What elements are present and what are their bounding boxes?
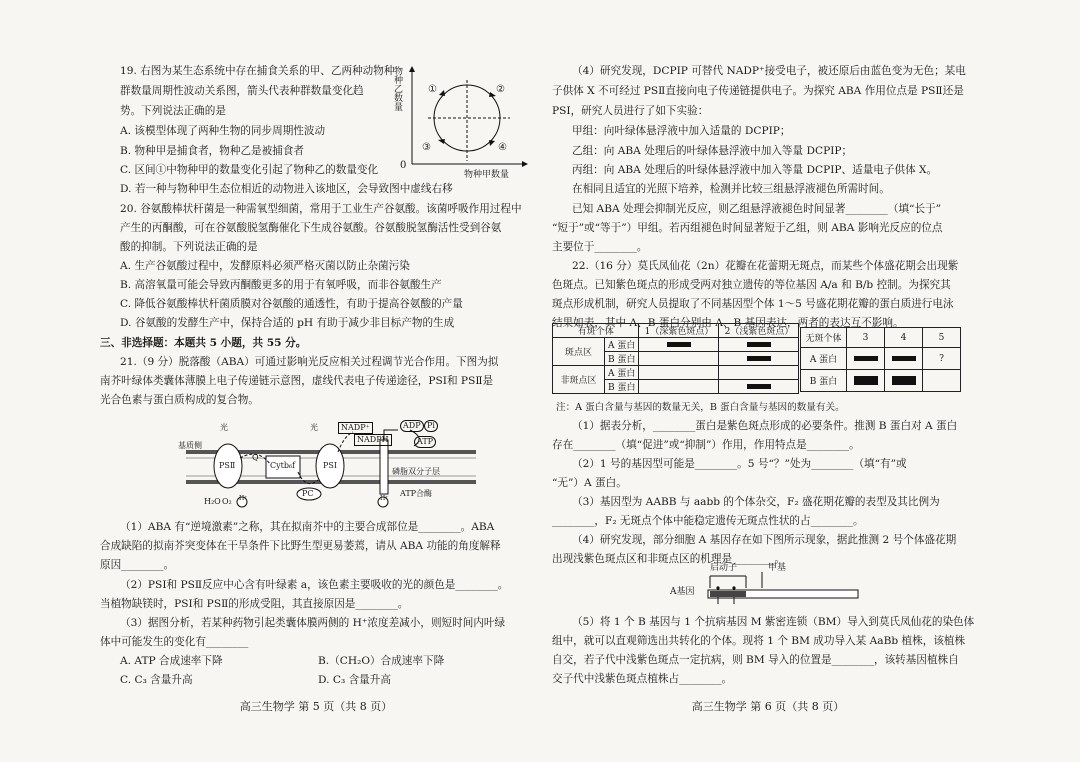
q22-part2: （2）1 号的基因型可能是________。5 号“？”处为________（填“有”或 bbox=[572, 458, 907, 470]
table-header: 有斑个体 bbox=[553, 324, 639, 338]
q22-part4: 出现浅紫色斑点区和非斑点区的机理是________。 bbox=[552, 553, 786, 565]
q21-part4: （4）研究发现，DCPIP 可替代 NADP⁺接受电子，被还原后由蓝色变为无色；某电 bbox=[572, 65, 966, 77]
origin-label: 0 bbox=[400, 160, 407, 171]
q21-part3: 体中可能发生的变化有________ bbox=[100, 636, 249, 648]
membrane-label: 磷脂双分子层 bbox=[392, 467, 440, 476]
q22-part4: （4）研究发现，部分细胞 A 基因存在如下图所示现象，据此推测 2 号个体盛花期 bbox=[572, 534, 957, 546]
q22-line: 色斑点。已知紫色斑点的形成受两对独立遗传的等位基因 A/a 和 B/b 控制。为探究其 bbox=[552, 279, 951, 291]
h2o-label: H₂O bbox=[204, 497, 221, 506]
q22-part5: （5）将 1 个 B 基因与 1 个抗病基因 M 紫密连锁（BM）导入到莫氏凤仙花的染色体 bbox=[572, 616, 975, 628]
left-page bbox=[100, 0, 532, 762]
page-footer: 高三生物学 第 6 页（共 8 页） bbox=[691, 700, 845, 713]
q21-option-c: C. C₃ 含量升高 bbox=[120, 674, 193, 686]
region-4: ④ bbox=[498, 142, 507, 153]
protein-band bbox=[667, 342, 691, 347]
atp-synthase-label: ATP合酶 bbox=[400, 489, 433, 498]
q21-part3: （3）据图分析，若某种药物引起类囊体膜两侧的 H⁺浓度差减小，则短时间内叶绿 bbox=[120, 617, 506, 629]
q21-line: 光合色素与蛋白质构成的复合物。 bbox=[100, 394, 259, 406]
light-label: 光 bbox=[220, 423, 228, 432]
right-page bbox=[552, 0, 984, 762]
gene-label: A基因 bbox=[670, 587, 695, 597]
y-axis-label: 物种乙数量 bbox=[392, 66, 402, 111]
q22-part3: （3）基因型为 AABB 与 aabb 的个体杂交，F₂ 盛花期花瓣的表型及其比例为 bbox=[572, 496, 940, 508]
band-cell bbox=[885, 348, 923, 370]
q21-option-a: A. ATP 合成速率下降 bbox=[120, 655, 223, 667]
q19-option: D. 若一种与物种甲生态位相近的动物进入该地区，会导致图中虚线右移 bbox=[120, 183, 453, 195]
adp-label: ADP bbox=[400, 420, 424, 432]
row-label: A 蛋白 bbox=[801, 348, 847, 370]
q20-line: 产生的丙酮酸，可在谷氨酸脱氢酶催化下生成谷氨酸。谷氨酸脱氢酶活性受到谷氨 bbox=[120, 222, 502, 234]
x-axis-label: 物种甲数量 bbox=[464, 170, 510, 180]
q22-line: 斑点形成机制，研究人员提取了不同基因型个体 1～5 号盛花期花瓣的蛋白质进行电泳 bbox=[552, 298, 954, 310]
q19-option: B. 物种甲是捕食者，物种乙是被捕食者 bbox=[120, 145, 305, 157]
q21-line: 南芥叶绿体类囊体薄膜上电子传递链示意图，虚线代表电子传递途径，PSⅠ和 PSⅡ是 bbox=[100, 375, 494, 387]
q20-option: A. 生产谷氨酸过程中，发酵原料必须严格灭菌以防止杂菌污染 bbox=[120, 260, 410, 272]
row-label: A 蛋白 bbox=[605, 366, 639, 380]
q19-option: C. 区间①中物种甲的数量变化引起了物种乙的数量变化 bbox=[120, 164, 379, 176]
band-cell bbox=[885, 370, 923, 392]
pi-label: Pi bbox=[424, 420, 438, 432]
group-jia: 甲组：向叶绿体悬浮液中加入适量的 DCPIP； bbox=[572, 125, 791, 137]
q21-part4: PSⅠ，研究人员进行了如下实验： bbox=[552, 105, 709, 117]
protein-band bbox=[854, 356, 878, 361]
stroma-label: 基质侧 bbox=[178, 441, 202, 450]
q19-line: 19. 右图为某生态系统中存在捕食关系的甲、乙两种动物种 bbox=[120, 65, 395, 77]
o2-label: O₂ bbox=[222, 497, 232, 506]
table-header: 4 bbox=[885, 328, 923, 348]
row-label: A 蛋白 bbox=[605, 338, 639, 352]
q21-part1: 原因________。 bbox=[100, 559, 175, 571]
group-bing: 丙组：向 ABA 处理后的叶绿体悬浮液中加入等量 DCPIP、适量电子供体 X。 bbox=[572, 164, 938, 176]
predator-prey-figure bbox=[392, 66, 530, 181]
q19-option: A. 该模型体现了两种生物的同步周期性波动 bbox=[120, 125, 326, 137]
q20-option: D. 谷氨酸的发酵生产中，保持合适的 pH 有助于减少非目标产物的生成 bbox=[120, 317, 455, 329]
q22-part1: 存在________（填“促进”或“抑制”）作用，作用特点是________。 bbox=[552, 439, 860, 451]
band-cell bbox=[719, 352, 799, 366]
table-header: 2（浅紫色斑点） bbox=[719, 324, 799, 338]
q21-option-b: B.（CH₂O）合成速率下降 bbox=[318, 655, 445, 667]
q22-part5: 组中，就可以直观筛选出共转化的个体。现将 1 个 BM 成功导入某 AaBb 植株，该植株 bbox=[552, 635, 966, 647]
psi-label: PSⅠ bbox=[323, 461, 338, 470]
q21-part1: （1）ABA 有“逆境激素”之称，其在拟南芥中的主要合成部位是________。ABA bbox=[120, 521, 495, 533]
atp-label: ATP bbox=[414, 436, 436, 448]
pc-label: PC bbox=[302, 489, 314, 498]
table-header: 3 bbox=[847, 328, 885, 348]
q22-part3: ________，F₂ 无斑点个体中能稳定遗传无斑点性状的占________。 bbox=[552, 515, 864, 527]
protein-band bbox=[747, 342, 771, 347]
nadp-label: NADP⁺ bbox=[338, 422, 373, 434]
protein-band bbox=[892, 376, 916, 385]
band-cell bbox=[639, 366, 719, 380]
q22-part1: （1）据表分析，________蛋白是紫色斑点形成的必要条件。推测 B 蛋白对 A 蛋白 bbox=[572, 420, 958, 432]
row-group: 非斑点区 bbox=[553, 366, 605, 394]
q21-part1: 合成缺陷的拟南芥突变体在干旱条件下比野生型更易萎蔫，请从 ABA 功能的角度解释 bbox=[100, 540, 501, 552]
q-label: Q bbox=[252, 453, 259, 462]
cytb6f-label: Cytb₆f bbox=[270, 461, 296, 470]
q20-option: C. 降低谷氨酸棒状杆菌质膜对谷氨酸的通透性，有助于提高谷氨酸的产量 bbox=[120, 298, 463, 310]
spotted-table bbox=[552, 323, 799, 394]
protein-band bbox=[854, 376, 878, 385]
region-3: ③ bbox=[422, 142, 431, 153]
band-cell bbox=[639, 338, 719, 352]
table-header: 1（深紫色斑点） bbox=[639, 324, 719, 338]
proton-label: H⁺ bbox=[380, 495, 389, 502]
q21-part4: 主要位于________。 bbox=[552, 241, 648, 253]
band-cell bbox=[719, 366, 799, 380]
table-note: 注：A 蛋白含量与基因的数量无关，B 蛋白含量与基因的数量有关。 bbox=[556, 402, 845, 413]
q20-line: 酸的抑制。下列说法正确的是 bbox=[120, 241, 258, 253]
proton-label: H⁺ bbox=[239, 495, 248, 502]
row-label: B 蛋白 bbox=[605, 352, 639, 366]
q21-line: 21.（9 分）脱落酸（ABA）可通过影响光反应相关过程调节光合作用。下图为拟 bbox=[120, 356, 499, 368]
q20-option: B. 高溶氧量可能会导致丙酮酸更多的用于有氧呼吸，而非谷氨酸生产 bbox=[120, 279, 442, 291]
region-2: ② bbox=[496, 84, 505, 95]
q21-part4: 子供体 X 不可经过 PSⅡ直接向电子传递链提供电子。为探究 ABA 作用位点是 PSⅡ还是 bbox=[552, 85, 964, 97]
region-1: ① bbox=[428, 84, 437, 95]
page-footer: 高三生物学 第 5 页（共 8 页） bbox=[239, 700, 393, 713]
protein-band bbox=[747, 384, 771, 389]
q21-option-d: D. C₃ 含量升高 bbox=[318, 674, 391, 686]
row-group: 斑点区 bbox=[553, 338, 605, 366]
q22-line: 22.（16 分）莫氏凤仙花（2n）花瓣在花蕾期无斑点，而某些个体盛花期会出现紫 bbox=[572, 260, 959, 272]
q22-line: 结果如表，其中 A、B 蛋白分别由 A、B 基因表达，两者的表达互不影响。 bbox=[552, 317, 904, 329]
promoter-label: 启动子 bbox=[710, 563, 738, 573]
table-header: 无斑个体 bbox=[801, 328, 847, 348]
row-label: B 蛋白 bbox=[605, 380, 639, 394]
unspotted-table bbox=[800, 327, 961, 392]
q21-part2: （2）PSⅠ和 PSⅡ反应中心含有叶绿素 a，该色素主要吸收的光的颜色是________。 bbox=[120, 579, 509, 591]
q19-line: 群数量周期性波动关系图，箭头代表种群数量变化趋 bbox=[120, 85, 364, 97]
band-cell bbox=[719, 380, 799, 394]
band-cell: ? bbox=[923, 348, 961, 370]
psii-label: PSⅡ bbox=[219, 461, 236, 470]
q22-part5: 交子代中浅紫色斑点植株占________。 bbox=[552, 673, 733, 685]
q21-part4: 在相同且适宜的光照下培养，检测并比较三组悬浮液褪色所需时间。 bbox=[572, 183, 890, 195]
q22-part5: 自交，若子代中浅紫色斑点一定抗病，则 BM 导入的位置是________，该转基因植株自 bbox=[552, 654, 959, 666]
protein-band bbox=[892, 356, 916, 361]
band-cell bbox=[847, 370, 885, 392]
section-heading: 三、非选择题：本题共 5 小题，共 55 分。 bbox=[100, 337, 307, 349]
q21-part2: 当植物缺镁时，PSⅠ和 PSⅡ的形成受阻，其直接原因是________。 bbox=[100, 598, 409, 610]
band-cell bbox=[639, 380, 719, 394]
row-label: B 蛋白 bbox=[801, 370, 847, 392]
table-header: 5 bbox=[923, 328, 961, 348]
light-label: 光 bbox=[310, 423, 318, 432]
band-cell bbox=[719, 338, 799, 352]
thylakoid-figure bbox=[178, 418, 478, 510]
band-cell bbox=[639, 352, 719, 366]
protein-band bbox=[747, 356, 771, 361]
band-cell bbox=[923, 370, 961, 392]
nadph-label: NADPH bbox=[354, 434, 392, 446]
q20-line: 20. 谷氨酸棒状杆菌是一种需氧型细菌，常用于工业生产谷氨酸。该菌呼吸作用过程中 bbox=[120, 203, 522, 215]
band-cell bbox=[847, 348, 885, 370]
q21-part4: “短于”或“等于”）甲组。若丙组褪色时间显著短于乙组，则 ABA 影响光反应的位点 bbox=[552, 222, 943, 234]
gene-figure bbox=[670, 563, 882, 606]
group-yi: 乙组：向 ABA 处理后的叶绿体悬浮液中加入等量 DCPIP； bbox=[572, 145, 853, 157]
q22-part2: “无”）A 蛋白。 bbox=[552, 477, 627, 489]
q19-line: 势。下列说法正确的是 bbox=[120, 105, 226, 117]
q21-part4: 已知 ABA 处理会抑制光反应，则乙组悬浮液褪色时间显著________（填“长于” bbox=[572, 203, 942, 215]
methyl-label: 甲基 bbox=[768, 563, 787, 573]
